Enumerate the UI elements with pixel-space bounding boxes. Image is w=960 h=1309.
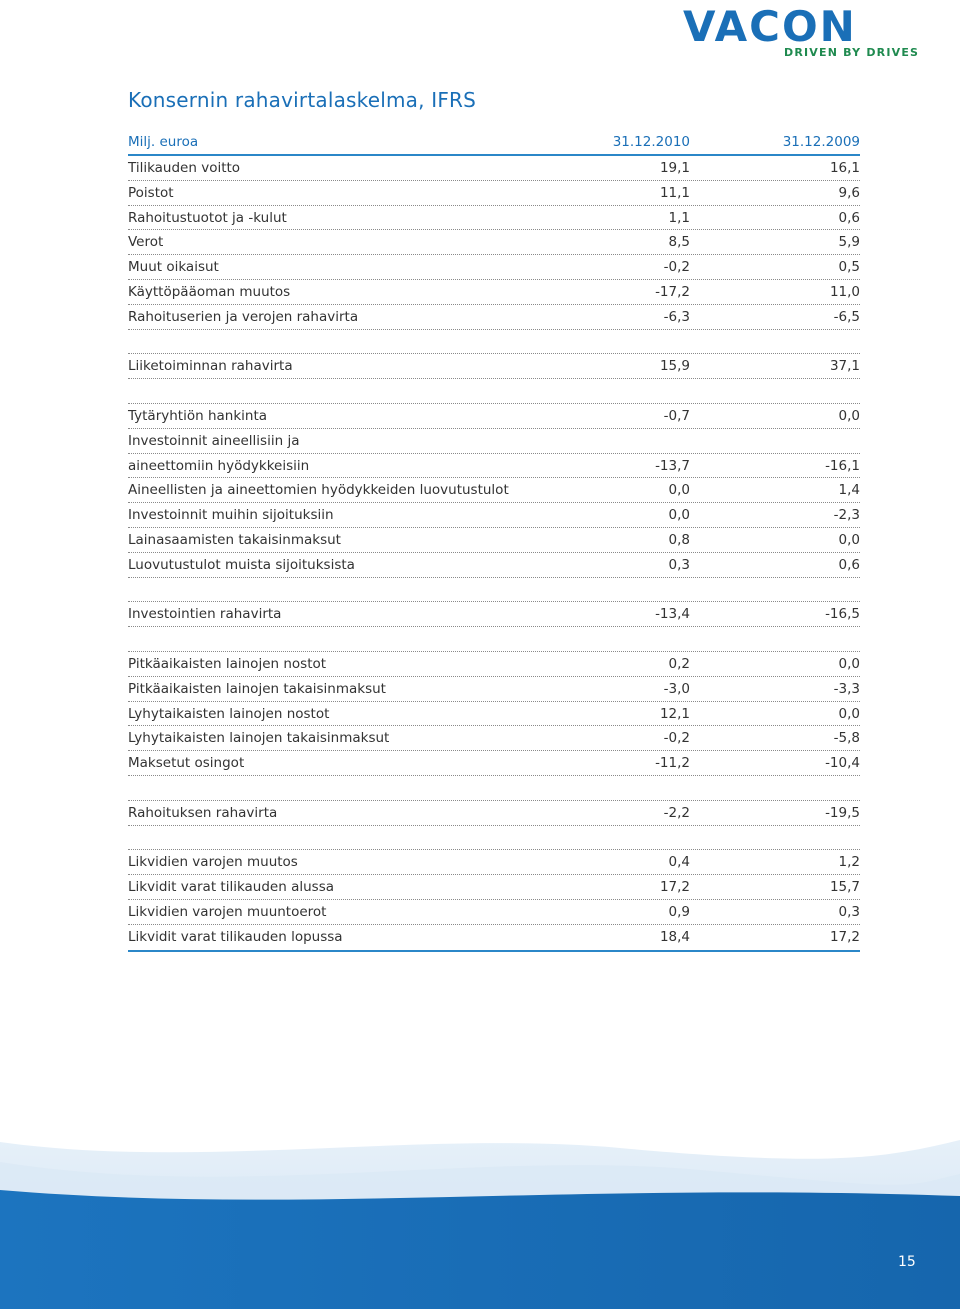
- value-2009: 1,2: [838, 854, 860, 871]
- table-row: [128, 602, 860, 627]
- logo-wordmark: VACON: [683, 2, 857, 51]
- value-2009: 1,4: [838, 482, 860, 499]
- table-row: [128, 181, 860, 206]
- table-end-rule: [128, 950, 860, 952]
- logo-slogan: DRIVEN BY DRIVES: [784, 46, 920, 59]
- value-2010: 0,2: [668, 655, 690, 672]
- row-label: Maksetut osingot: [128, 755, 245, 772]
- value-2010: -0,7: [663, 407, 690, 424]
- header-unit-label: Milj. euroa: [128, 134, 199, 150]
- table-row: [128, 702, 860, 727]
- table-row: [128, 230, 860, 255]
- value-2010: -17,2: [655, 283, 690, 300]
- table-row: [128, 354, 860, 379]
- row-label: Aineellisten ja aineettomien hyödykkeiden luovutustulot: [128, 482, 509, 499]
- row-label: Liiketoiminnan rahavirta: [128, 358, 293, 375]
- row-label: Verot: [128, 234, 164, 251]
- page-title: Konsernin rahavirtalaskelma, IFRS: [128, 88, 477, 112]
- row-label: Pitkäaikaisten lainojen takaisinmaksut: [128, 680, 386, 697]
- value-2010: 17,2: [659, 879, 690, 896]
- row-label: Rahoitustuotot ja -kulut: [128, 209, 287, 226]
- table-header: [128, 130, 860, 156]
- table-row: [128, 801, 860, 826]
- row-label: Tilikauden voitto: [128, 160, 241, 176]
- row-label: Muut oikaisut: [128, 259, 219, 276]
- row-label: Luovutustulot muista sijoituksista: [128, 556, 355, 573]
- table-row: [128, 454, 860, 479]
- value-2010: -2,2: [663, 804, 690, 821]
- header-col-2009: 31.12.2009: [782, 134, 860, 150]
- section-gap: [128, 776, 860, 801]
- table-row: [128, 925, 860, 950]
- value-2010: 11,1: [659, 184, 690, 201]
- table-row: [128, 429, 860, 454]
- value-2010: -0,2: [663, 730, 690, 747]
- value-2009: 0,0: [838, 407, 860, 424]
- table-row: [128, 305, 860, 330]
- value-2009: -5,8: [833, 730, 860, 747]
- value-2010: 15,9: [659, 358, 690, 375]
- value-2010: 18,4: [659, 928, 690, 945]
- row-label: Likvidit varat tilikauden alussa: [128, 879, 335, 896]
- value-2009: 16,1: [829, 160, 860, 176]
- value-2010: 0,0: [668, 482, 690, 499]
- value-2009: -16,5: [825, 606, 860, 623]
- value-2009: 9,6: [838, 184, 860, 201]
- section-gap: [128, 826, 860, 851]
- row-label: Pitkäaikaisten lainojen nostot: [128, 655, 327, 672]
- value-2010: 12,1: [659, 705, 690, 722]
- value-2010: 0,9: [668, 903, 690, 920]
- section-gap: [128, 379, 860, 404]
- decorative-wave: [0, 1130, 960, 1309]
- row-label: Lainasaamisten takaisinmaksut: [128, 531, 341, 548]
- value-2009: 0,6: [838, 556, 860, 573]
- section-gap: [128, 330, 860, 355]
- value-2009: 37,1: [829, 358, 860, 375]
- value-2009: 0,0: [838, 655, 860, 672]
- row-label: Lyhytaikaisten lainojen nostot: [128, 705, 330, 722]
- value-2010: -0,2: [663, 259, 690, 276]
- value-2010: 8,5: [668, 234, 690, 251]
- value-2009: -16,1: [825, 457, 860, 474]
- table-row: [128, 726, 860, 751]
- table-row: [128, 751, 860, 776]
- value-2009: 0,5: [838, 259, 860, 276]
- row-label: Lyhytaikaisten lainojen takaisinmaksut: [128, 730, 390, 747]
- value-2009: 11,0: [829, 283, 860, 300]
- table-row: [128, 404, 860, 429]
- table-body: [128, 156, 860, 950]
- value-2009: 0,0: [838, 705, 860, 722]
- value-2009: 0,3: [838, 903, 860, 920]
- table-row: [128, 528, 860, 553]
- value-2009: -6,5: [833, 308, 860, 325]
- row-label: Investointien rahavirta: [128, 606, 282, 623]
- vacon-logo: [683, 2, 920, 60]
- cash-flow-table: [128, 130, 860, 952]
- row-label: Rahoituserien ja verojen rahavirta: [128, 308, 359, 325]
- table-row: [128, 503, 860, 528]
- row-label: Käyttöpääoman muutos: [128, 283, 291, 300]
- table-row: [128, 875, 860, 900]
- value-2009: -2,3: [833, 507, 860, 524]
- table-row: [128, 900, 860, 925]
- page-number: 15: [898, 1254, 916, 1270]
- table-row: [128, 677, 860, 702]
- value-2010: 0,3: [668, 556, 690, 573]
- value-2009: -19,5: [825, 804, 860, 821]
- row-label: Rahoituksen rahavirta: [128, 804, 278, 821]
- row-label: Likvidit varat tilikauden lopussa: [128, 928, 343, 945]
- value-2009: -3,3: [833, 680, 860, 697]
- value-2010: 0,8: [668, 531, 690, 548]
- value-2009: 0,0: [838, 531, 860, 548]
- table-row: [128, 255, 860, 280]
- row-label: Investoinnit aineellisiin ja: [128, 432, 300, 449]
- row-label: aineettomiin hyödykkeisiin: [128, 457, 310, 474]
- table-row: [128, 206, 860, 231]
- value-2010: 1,1: [668, 209, 690, 226]
- value-2010: 0,4: [668, 854, 690, 871]
- table-row: [128, 280, 860, 305]
- value-2009: 17,2: [829, 928, 860, 945]
- row-label: Tytäryhtiön hankinta: [128, 407, 268, 424]
- row-label: Likvidien varojen muuntoerot: [128, 903, 327, 920]
- value-2010: 0,0: [668, 507, 690, 524]
- row-label: Investoinnit muihin sijoituksiin: [128, 507, 334, 524]
- row-label: Likvidien varojen muutos: [128, 854, 298, 871]
- table-row: [128, 156, 860, 181]
- value-2010: -11,2: [655, 755, 690, 772]
- section-gap: [128, 627, 860, 652]
- table-row: [128, 652, 860, 677]
- table-row: [128, 478, 860, 503]
- value-2009: 5,9: [838, 234, 860, 251]
- value-2010: -3,0: [663, 680, 690, 697]
- value-2009: 15,7: [829, 879, 860, 896]
- value-2009: -10,4: [825, 755, 860, 772]
- value-2010: -6,3: [663, 308, 690, 325]
- table-row: [128, 850, 860, 875]
- row-label: Poistot: [128, 184, 174, 201]
- section-gap: [128, 578, 860, 603]
- value-2010: -13,4: [655, 606, 690, 623]
- value-2010: -13,7: [655, 457, 690, 474]
- table-row: [128, 553, 860, 578]
- value-2009: 0,6: [838, 209, 860, 226]
- value-2010: 19,1: [659, 160, 690, 176]
- header-col-2010: 31.12.2010: [612, 134, 690, 150]
